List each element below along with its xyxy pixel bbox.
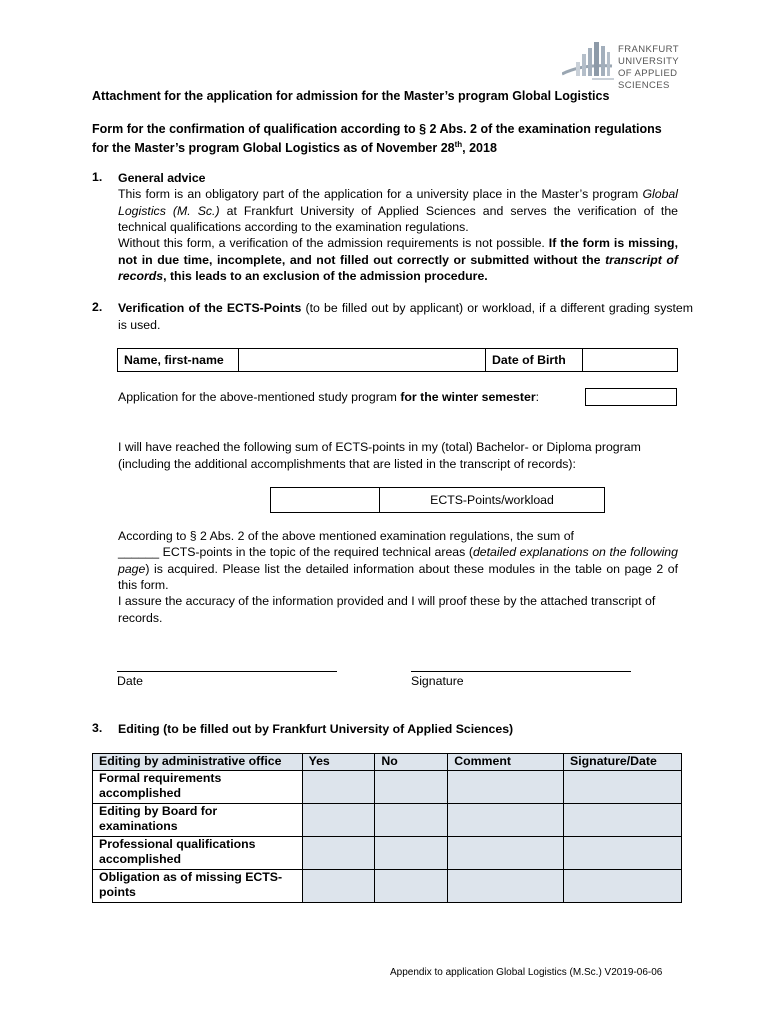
table-row — [93, 837, 682, 870]
signature-line[interactable] — [411, 671, 631, 672]
comment-cell[interactable] — [448, 870, 564, 903]
winter-semester-field[interactable] — [585, 388, 677, 406]
section-3-number: 3. — [92, 721, 103, 735]
comment-cell[interactable] — [448, 804, 564, 837]
row-label: Obligation as of missing ECTS-points — [93, 870, 303, 903]
yes-cell[interactable] — [302, 804, 375, 837]
logo-line-1: FRANKFURT — [618, 44, 679, 55]
yes-cell[interactable] — [302, 771, 375, 804]
row-label: Formal requirements accomplished — [93, 771, 303, 804]
date-of-birth-field[interactable] — [583, 349, 677, 371]
logo-line-2: UNIVERSITY — [618, 56, 680, 67]
editing-table — [92, 753, 682, 903]
header-yes: Yes — [302, 754, 375, 771]
no-cell[interactable] — [375, 870, 448, 903]
yes-cell[interactable] — [302, 870, 375, 903]
section-2-heading: Verification of the ECTS-Points (to be filled out by applicant) or workload, if a different grading system is used. — [118, 301, 693, 332]
signature-date-cell[interactable] — [564, 804, 682, 837]
section-1-paragraph-2: Without this form, a verification of the admission requirements is not possible. If the form is missing, not in due time, incomplete, and not filled out correctly or submitted without the transcript of records, this leads to an exclusion of the admission procedure. — [118, 236, 678, 284]
header-no: No — [375, 754, 448, 771]
table-row — [93, 804, 682, 837]
signature-date-cell[interactable] — [564, 837, 682, 870]
date-of-birth-label: Date of Birth — [486, 349, 583, 371]
signature-date-cell[interactable] — [564, 771, 682, 804]
section-1-number: 1. — [92, 170, 103, 184]
no-cell[interactable] — [375, 837, 448, 870]
section-1-paragraph-1: This form is an obligatory part of the application for a university place in the Master’s program Global Logistics (M. Sc.) at Frankfurt University of Applied Sciences and serves the verification of the technical qualifications according to the examination regulations. — [118, 187, 678, 235]
logo-line-3: OF APPLIED SCIENCES — [618, 68, 678, 91]
winter-semester-text: Application for the above-mentioned study program for the winter semester: — [118, 390, 540, 404]
yes-cell[interactable] — [302, 837, 375, 870]
ects-intro-text: I will have reached the following sum of ECTS-points in my (total) Bachelor- or Diploma program (including the additional accomplishments that are listed in the transcript of records): — [118, 440, 641, 471]
ects-points-label: ECTS-Points/workload — [379, 487, 605, 513]
header-comment: Comment — [448, 754, 564, 771]
header-editing: Editing by administrative office — [93, 754, 303, 771]
form-subtitle — [92, 121, 692, 156]
header-signature-date: Signature/Date — [564, 754, 682, 771]
page-title: Attachment for the application for admission for the Master’s program Global Logistics — [92, 89, 610, 103]
section-2-number: 2. — [92, 300, 103, 314]
according-text: ______ ECTS-points in the topic of the required technical areas (detailed explanations on the following page) is acquired. Please list the detailed information about these modules in the table on page 2 of this form. — [118, 545, 678, 593]
applicant-info-table — [117, 348, 678, 372]
ects-topic-blank[interactable]: ______ — [118, 545, 160, 559]
ects-sum-field[interactable] — [270, 487, 380, 513]
table-row — [93, 870, 682, 903]
table-row — [93, 771, 682, 804]
name-label: Name, first-name — [118, 349, 239, 371]
editing-table-header — [93, 754, 682, 771]
date-label: Date — [117, 674, 143, 688]
section-1-heading: General advice — [118, 171, 206, 185]
no-cell[interactable] — [375, 804, 448, 837]
date-signature-line[interactable] — [117, 671, 337, 672]
subtitle-line-1: Form for the confirmation of qualification according to § 2 Abs. 2 of the examination regulations — [92, 122, 662, 136]
comment-cell[interactable] — [448, 837, 564, 870]
name-field[interactable] — [239, 349, 486, 371]
university-logo — [562, 40, 692, 90]
signature-label: Signature — [411, 674, 464, 688]
section-3-heading: Editing (to be filled out by Frankfurt University of Applied Sciences) — [118, 722, 514, 736]
comment-cell[interactable] — [448, 771, 564, 804]
according-text-line-1: According to § 2 Abs. 2 of the above mentioned examination regulations, the sum of — [118, 529, 574, 543]
signature-date-cell[interactable] — [564, 870, 682, 903]
row-label: Professional qualifications accomplished — [93, 837, 303, 870]
page-footer: Appendix to application Global Logistics (M.Sc.) V2019-06-06 — [390, 967, 663, 978]
no-cell[interactable] — [375, 771, 448, 804]
subtitle-line-2: for the Master’s program Global Logistics as of November 28th, 2018 — [92, 140, 497, 156]
assurance-text: I assure the accuracy of the information provided and I will proof these by the attached transcript of records. — [118, 594, 656, 625]
row-label: Editing by Board for examinations — [93, 804, 303, 837]
